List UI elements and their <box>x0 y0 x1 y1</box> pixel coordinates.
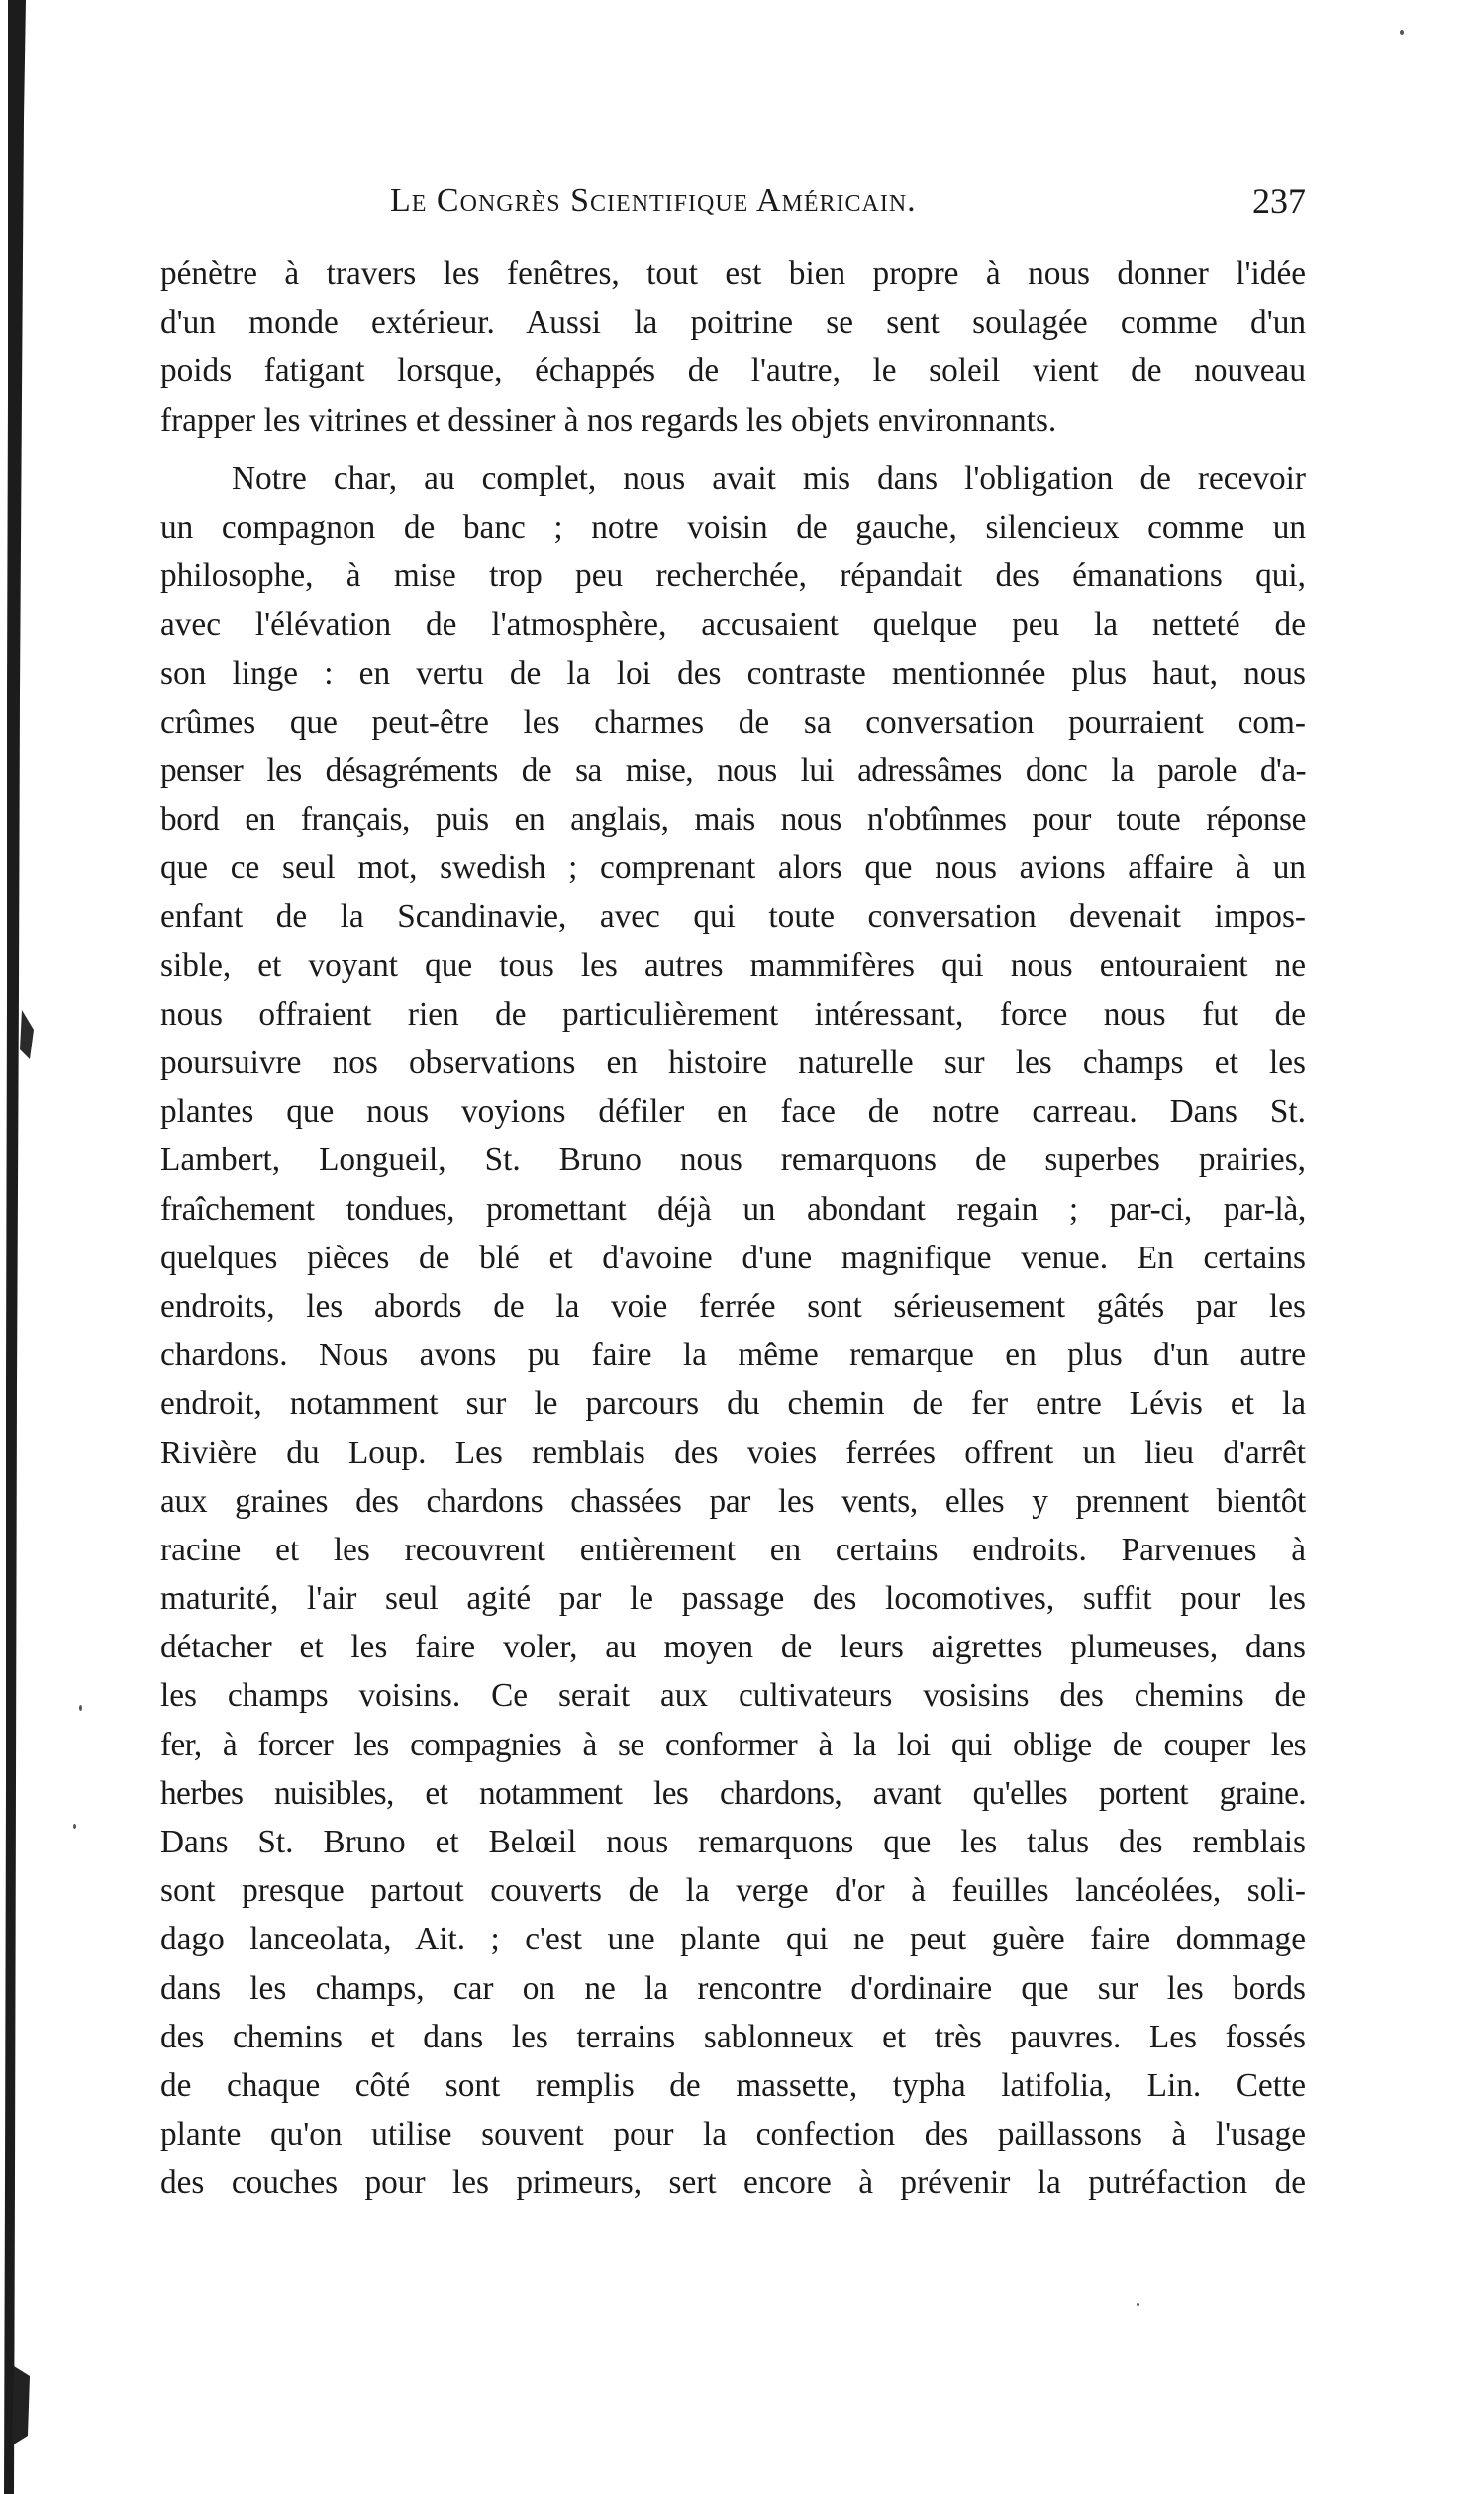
text-line: philosophe, à mise trop peu recherchée, répandait des émanations qui, <box>160 557 1306 595</box>
text-line: son linge : en vertu de la loi des contraste mentionnée plus haut, nous <box>160 654 1306 692</box>
text-line: nous offraient rien de particulièrement intéressant, force nous fut de <box>160 995 1306 1033</box>
text-line: bord en français, puis en anglais, mais nous n'obtînmes pour toute réponse <box>160 801 1306 839</box>
text-line: avec l'élévation de l'atmosphère, accusaient quelque peu la netteté de <box>160 606 1306 644</box>
text-line: sible, et voyant que tous les autres mammifères qui nous entouraient ne <box>160 947 1306 984</box>
text-line: dans les champs, car on ne la rencontre d'ordinaire que sur les bords <box>160 1969 1306 2007</box>
text-line: frapper les vitrines et dessiner à nos regards les objets environnants. <box>160 401 1057 439</box>
text-line: poids fatigant lorsque, échappés de l'autre, le soleil vient de nouveau <box>160 352 1306 390</box>
page-speck <box>1400 30 1404 35</box>
paragraph-2 <box>160 454 1306 2208</box>
text-line: herbes nuisibles, et notamment les chardons, avant qu'elles portent graine. <box>160 1774 1306 1812</box>
text-line: endroits, les abords de la voie ferrée sont sérieusement gâtés par les <box>160 1287 1306 1325</box>
text-line: quelques pièces de blé et d'avoine d'une magnifique venue. En certains <box>160 1239 1306 1276</box>
text-line: plantes que nous voyions défiler en face de notre carreau. Dans St. <box>160 1093 1306 1131</box>
text-line: Notre char, au complet, nous avait mis dans l'obligation de recevoir <box>232 459 1306 497</box>
text-line: Rivière du Loup. Les remblais des voies ferrées offrent un lieu d'arrêt <box>160 1434 1306 1471</box>
binding-edge <box>0 0 36 2494</box>
text-line: maturité, l'air seul agité par le passage des locomotives, suffit pour les <box>160 1580 1306 1618</box>
text-line: crûmes que peut-être les charmes de sa conversation pourraient com- <box>160 703 1306 741</box>
text-line: des couches pour les primeurs, sert encore à prévenir la putréfaction de <box>160 2164 1306 2202</box>
running-head <box>160 176 1306 236</box>
text-line: détacher et les faire voler, au moyen de leurs aigrettes plumeuses, dans <box>160 1629 1306 1666</box>
text-line: fer, à forcer les compagnies à se conformer à la loi qui oblige de couper les <box>160 1726 1306 1763</box>
text-line: des chemins et dans les terrains sablonneux et très pauvres. Les fossés <box>160 2018 1306 2055</box>
page-speck <box>1137 2303 1139 2306</box>
text-line: un compagnon de banc ; notre voisin de gauche, silencieux comme un <box>160 508 1306 546</box>
text-line: les champs voisins. Ce serait aux cultivateurs vosisins des chemins de <box>160 1677 1306 1715</box>
text-line: de chaque côté sont remplis de massette, typha latifolia, Lin. Cette <box>160 2066 1306 2104</box>
text-line: Dans St. Bruno et Belœil nous remarquons que les talus des remblais <box>160 1824 1306 1860</box>
running-title: Le Congrès Scientifique Américain. <box>390 182 917 219</box>
paragraph-1 <box>160 249 1306 445</box>
text-line: plante qu'on utilise souvent pour la confection des paillassons à l'usage <box>160 2116 1306 2153</box>
text-line: fraîchement tondues, promettant déjà un abondant regain ; par-ci, par-là, <box>160 1190 1306 1228</box>
text-line: d'un monde extérieur. Aussi la poitrine se sent soulagée comme d'un <box>160 304 1306 342</box>
text-line: sont presque partout couverts de la verge d'or à feuilles lancéolées, soli- <box>160 1872 1306 1910</box>
page-speck <box>73 1824 76 1829</box>
page-number: 237 <box>1252 181 1306 221</box>
text-line: penser les désagréments de sa mise, nous lui adressâmes donc la parole d'a- <box>160 751 1306 789</box>
text-line: endroit, notamment sur le parcours du chemin de fer entre Lévis et la <box>160 1385 1306 1423</box>
page-speck <box>79 1705 82 1711</box>
text-line: aux graines des chardons chassées par les vents, elles y prennent bientôt <box>160 1482 1306 1520</box>
text-line: poursuivre nos observations en histoire naturelle sur les champs et les <box>160 1045 1306 1081</box>
book-page <box>160 176 1306 2208</box>
text-line: chardons. Nous avons pu faire la même remarque en plus d'un autre <box>160 1337 1306 1374</box>
text-line: que ce seul mot, swedish ; comprenant alors que nous avions affaire à un <box>160 849 1306 887</box>
text-line: racine et les recouvrent entièrement en certains endroits. Parvenues à <box>160 1531 1306 1568</box>
text-line: pénètre à travers les fenêtres, tout est bien propre à nous donner l'idée <box>160 255 1306 292</box>
text-line: Lambert, Longueil, St. Bruno nous remarquons de superbes prairies, <box>160 1142 1306 1179</box>
text-line: dago lanceolata, Ait. ; c'est une plante qui ne peut guère faire dommage <box>160 1921 1306 1958</box>
text-line: enfant de la Scandinavie, avec qui toute conversation devenait impos- <box>160 898 1306 936</box>
